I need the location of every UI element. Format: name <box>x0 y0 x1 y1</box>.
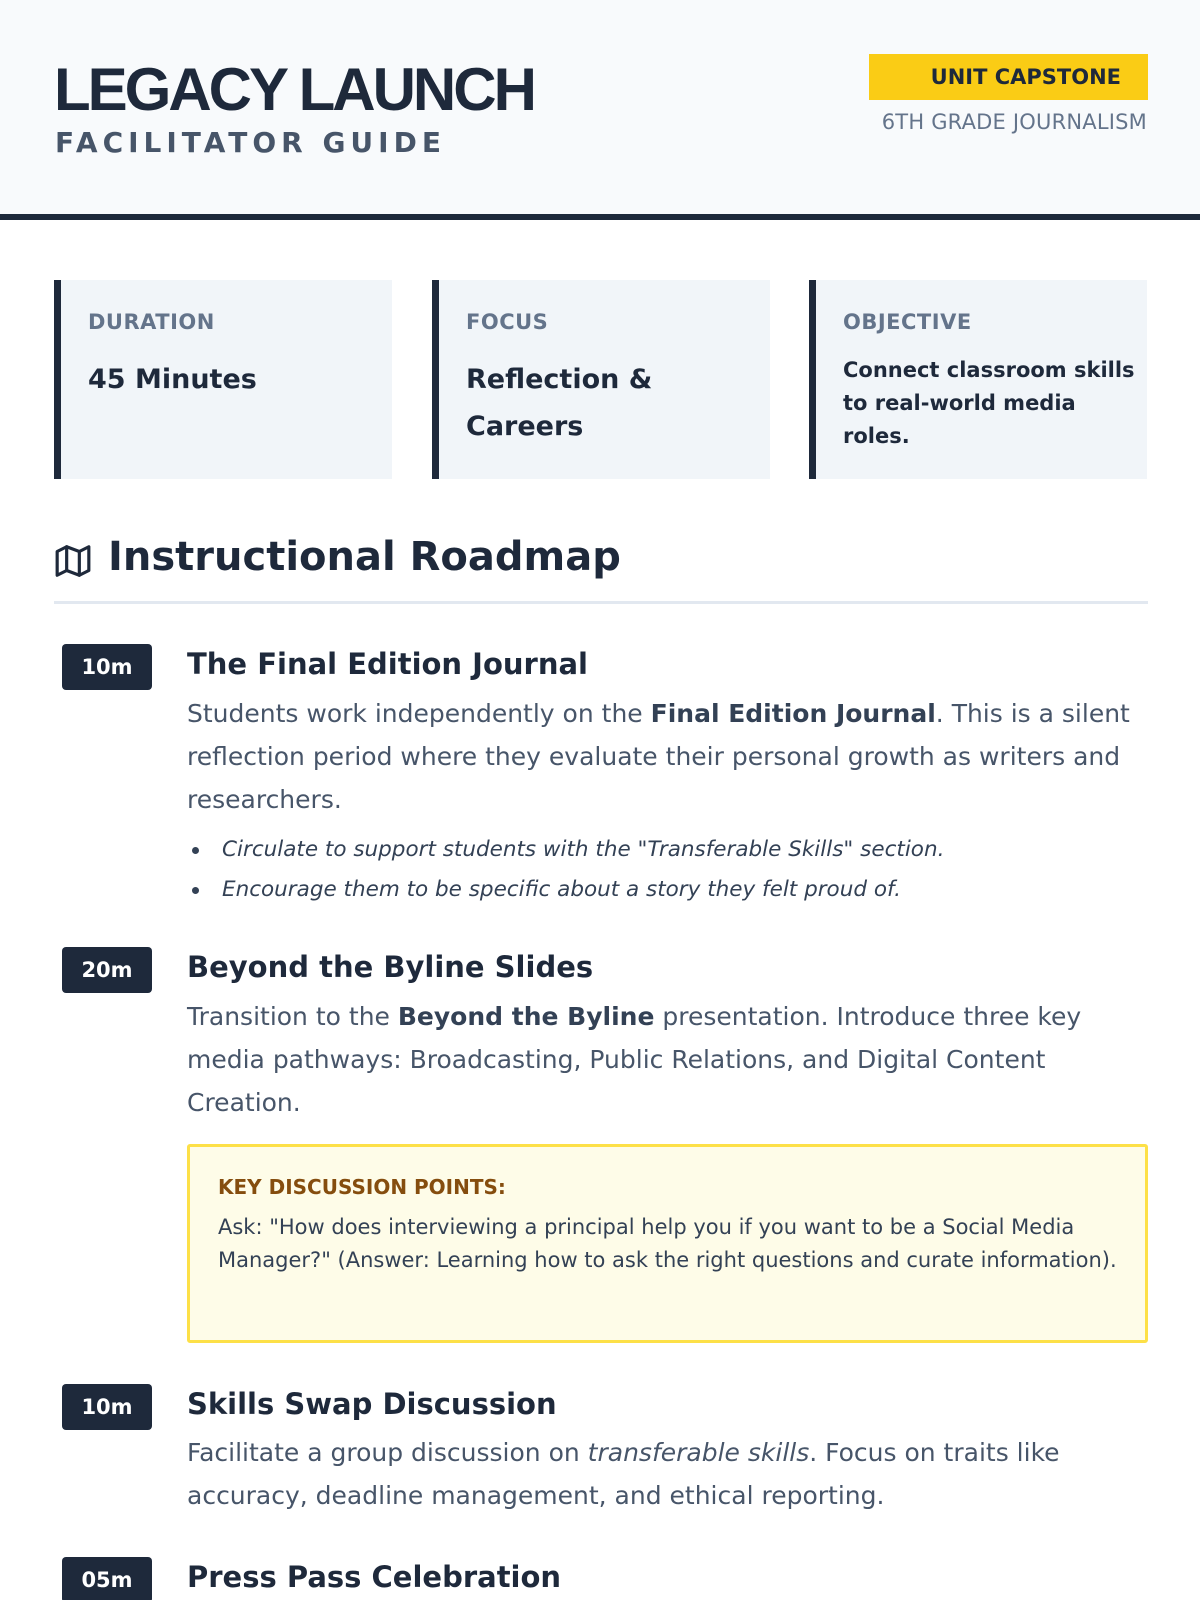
step-title: Beyond the Byline Slides <box>187 950 594 984</box>
duration-card <box>54 280 392 479</box>
callout-label: KEY DISCUSSION POINTS: <box>218 1175 506 1199</box>
card-value: Reflection & Careers <box>466 364 653 442</box>
discussion-callout <box>187 1144 1148 1343</box>
card-label: FOCUS <box>466 310 549 334</box>
card-label: DURATION <box>88 310 215 334</box>
step-bullets <box>187 830 1147 910</box>
step-description: Facilitate a group discussion on transferable skills. Focus on traits like accuracy, deadline management, and ethical reporting. <box>187 1438 1060 1510</box>
step-emphasis: Beyond the Byline <box>397 1002 655 1031</box>
objective-card <box>809 280 1147 479</box>
step-description: Students work independently on the Final Edition Journal. This is a silent reflection period where they evaluate their personal growth as writers and researchers. <box>187 699 1130 814</box>
focus-card <box>432 280 770 479</box>
map-icon <box>54 542 92 580</box>
time-badge: 05m <box>62 1557 152 1600</box>
step-title: Press Pass Celebration <box>187 1560 562 1594</box>
list-item: Encourage them to be specific about a story they felt proud of. <box>187 870 1147 910</box>
card-value: Connect classroom skills to real-world media roles. <box>843 358 1135 448</box>
page-header <box>0 0 1200 220</box>
guide-subtitle: FACILITATOR GUIDE <box>55 126 446 159</box>
step-title: Skills Swap Discussion <box>187 1387 557 1421</box>
callout-text: Ask: "How does interviewing a principal help you if you want to be a Social Media Manager?" (Answer: Learning how to ask the right questions and curate information). <box>218 1215 1117 1272</box>
card-value: 45 Minutes <box>88 364 257 395</box>
section-title: Instructional Roadmap <box>108 534 621 580</box>
step-title: The Final Edition Journal <box>187 647 588 681</box>
card-label: OBJECTIVE <box>843 310 972 334</box>
roadmap-section-header <box>54 530 1148 604</box>
time-badge: 10m <box>62 644 152 690</box>
unit-badge: UNIT CAPSTONE <box>869 54 1148 100</box>
time-badge: 10m <box>62 1384 152 1430</box>
guide-title: LEGACY LAUNCH <box>54 56 534 123</box>
step-emphasis: transferable skills <box>587 1438 810 1467</box>
list-item: Circulate to support students with the "Transferable Skills" section. <box>187 830 1147 870</box>
step-description: Transition to the Beyond the Byline presentation. Introduce three key media pathways: Broadcasting, Public Relations, and Digital Content Creation. <box>187 1002 1082 1117</box>
step-emphasis: Final Edition Journal <box>650 699 936 728</box>
grade-label: 6TH GRADE JOURNALISM <box>881 110 1147 134</box>
time-badge: 20m <box>62 947 152 993</box>
